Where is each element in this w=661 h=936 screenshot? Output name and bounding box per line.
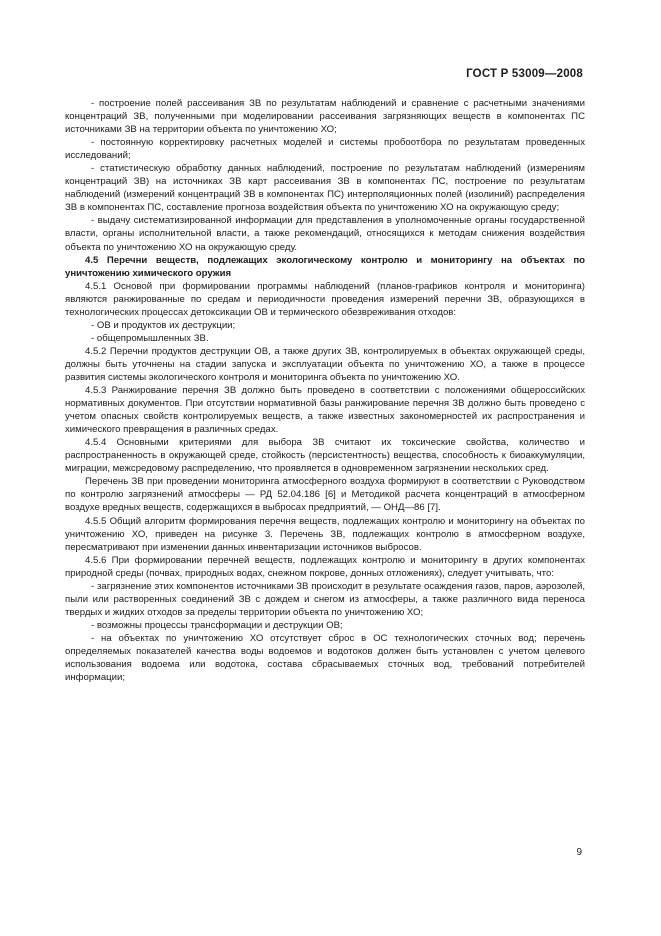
standard-header: ГОСТ Р 53009—2008 — [466, 68, 583, 80]
bullet-item: - постоянную корректировку расчетных моделей и системы пробоотбора по результатам проведенных исследований; — [65, 137, 585, 162]
paragraph: Перечень ЗВ при проведении мониторинга атмосферного воздуха формируют в соответствии с Руководством по контролю загрязнений атмосферы — РД 52.04.186 [6] и Методикой расчета концентраций в атмосферном воздухе вредных веществ, содержащихся в выбросах предприятий, — ОНД—86 [7]. — [65, 476, 585, 514]
bullet-item: - ОВ и продуктов их деструкции; — [91, 319, 236, 331]
paragraph: 4.5.6 При формировании перечней веществ, подлежащих контролю и мониторингу в других компонентах природной среды (почвах, природных водах, снежном покрове, донных отложениях), следует учитывать, что: — [65, 554, 585, 579]
paragraph: 4.5.4 Основными критериями для выбора ЗВ считают их токсические свойства, количество и распространенность в окружающей среде, стойкость (персистентность) вещества, способность к биоаккумуляции, миграции, межсредовому распределению, что проявляется в одновременном загрязнении нескольких сред. — [65, 437, 585, 475]
document-body — [65, 97, 585, 684]
bullet-item: - построение полей рассеивания ЗВ по результатам наблюдений и сравнение с расчетными значениями концентраций ЗВ, полученными при моделировании рассеивания загрязняющих веществ в компонентах ПС источниками ЗВ на территории объекта по уничтожению ХО; — [65, 98, 585, 136]
paragraph: 4.5.2 Перечни продуктов деструкции ОВ, а также других ЗВ, контролируемых в объектах окружающей среды, должны быть уточнены на стадии запуска и эксплуатации объекта по уничтожению ХО, а также в процессе развития системы экологического контроля и мониторинга объекта по уничтожению ХО. — [65, 345, 585, 383]
bullet-item: - общепромышленных ЗВ. — [91, 332, 209, 344]
bullet-item: - возможны процессы трансформации и деструкции ОВ; — [91, 619, 343, 631]
page-number: 9 — [576, 847, 582, 858]
paragraph: 4.5.1 Основой при формировании программы наблюдений (планов-графиков контроля и мониторинга) являются ранжированные по средам и периодичности проведения измерений перечни ЗВ, образующихся в технологических процессах детоксикации ОВ и термического обезвреживания отходов: — [65, 280, 585, 318]
bullet-item: - загрязнение этих компонентов источниками ЗВ происходит в результате осаждения газов, паров, аэрозолей, пыли или растворенных соединений ЗВ с дождем и снегом из атмосферы, а также различного вида переноса твердых и жидких отходов за пределы территории объекта по уничтожению ХО; — [65, 580, 585, 618]
bullet-item: - выдачу систематизированной информации для представления в уполномоченные органы государственной власти, органы исполнительной власти, а также рекомендаций, относящихся к методам снижения воздействия объекта по уничтожению ХО на окружающую среду. — [65, 215, 585, 253]
paragraph: 4.5.5 Общий алгоритм формирования перечня веществ, подлежащих контролю и мониторингу на объектах по уничтожению ХО, приведен на рисунке 3. Перечень ЗВ, подлежащих контролю в атмосферном воздухе, пересматривают при изменении данных инвентаризации источников выбросов. — [65, 515, 585, 553]
bullet-item: - на объектах по уничтожению ХО отсутствует сброс в ОС технологических сточных вод; перечень определяемых показателей качества воды водоемов и водотоков должен быть установлен с учетом целевого использования водоема или водотока, состава сбрасываемых сточных вод, требований потребителей информации; — [65, 632, 585, 684]
bullet-item: - статистическую обработку данных наблюдений, построение по результатам наблюдений (измерениям концентраций ЗВ) на источниках ЗВ карт рассеивания ЗВ в компонентах ПС, построение по результатам наблюдений (измерений концентраций ЗВ в компонентах ПС) интерполяционных полей (изолиний) распределения ЗВ в компонентах ПС, составление прогноза воздействия объекта по уничтожению ХО на окружающую среду; — [65, 163, 585, 214]
paragraph: 4.5.3 Ранжирование перечня ЗВ должно быть проведено в соответствии с положениями общероссийских нормативных документов. При отсутствии нормативной базы ранжирование перечня ЗВ должно быть проведено с учетом опасных свойств контролируемых веществ, а также известных закономерностей их распространения и химического превращения в различных средах. — [65, 385, 585, 436]
section-heading: 4.5 Перечни веществ, подлежащих экологическому контролю и мониторингу на объектах по уничтожению химического оружия — [65, 254, 585, 279]
